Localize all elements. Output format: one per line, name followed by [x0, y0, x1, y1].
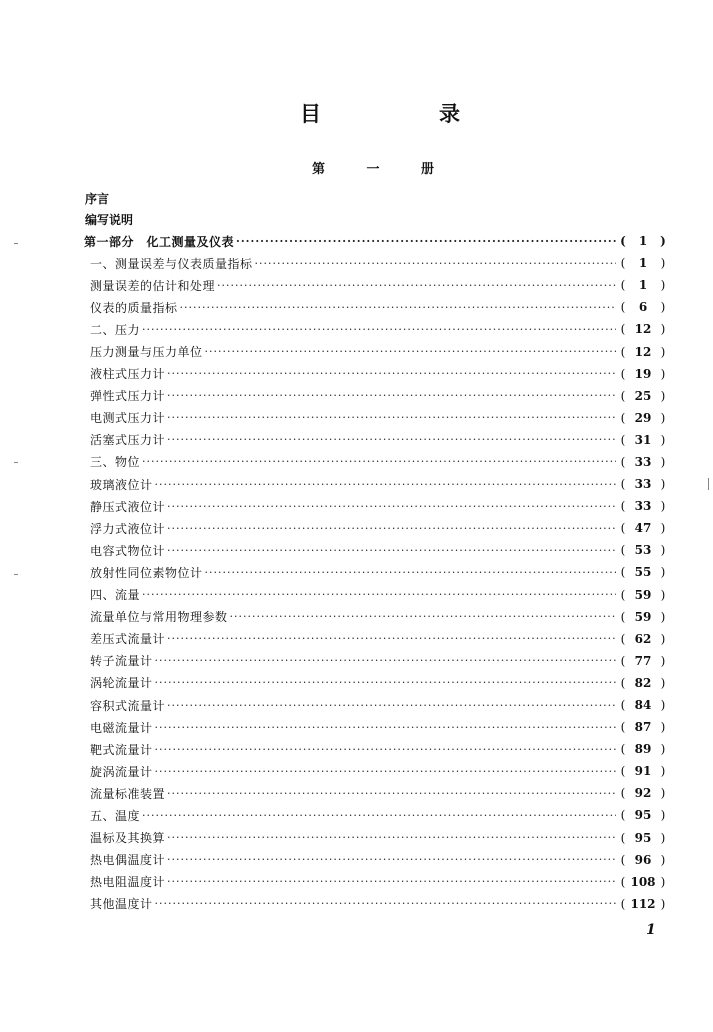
toc-paren-close: ): [660, 852, 666, 867]
toc-paren-open: (: [620, 477, 626, 492]
toc-paren-close: ): [660, 344, 666, 359]
toc-leader-dots: [155, 654, 616, 667]
toc-entry-label: 容积式流量计: [90, 698, 166, 713]
toc-entry: [84, 804, 668, 826]
toc-leader-dots: [217, 279, 616, 292]
toc-paren-open: (: [620, 234, 626, 249]
toc-entry: [84, 340, 668, 362]
toc-entry: [84, 517, 668, 539]
toc-paren-open: (: [620, 410, 626, 425]
toc-leader-dots: [255, 257, 616, 270]
toc-entry-label: 放射性同位素物位计: [90, 565, 203, 580]
toc-leader-dots: [205, 566, 616, 579]
volume-char-2: 一: [366, 162, 380, 177]
toc-entry-label: 四、流量: [90, 588, 141, 603]
toc-paren-open: (: [620, 300, 626, 315]
toc-entry: [84, 650, 668, 672]
toc-entry-page: 112: [630, 896, 656, 911]
toc-leader-dots: [167, 389, 616, 402]
volume-heading: [312, 158, 434, 177]
toc-paren-close: ): [660, 675, 666, 690]
toc-entry: [84, 827, 668, 849]
toc-paren-close: ): [660, 432, 666, 447]
toc-entry-page: 87: [634, 720, 652, 735]
toc-entry: [84, 893, 668, 915]
scan-mark: [708, 478, 709, 490]
toc-entry-label: 测量误差的估计和处理: [90, 278, 216, 293]
toc-entry-label: 压力测量与压力单位: [90, 345, 203, 360]
toc-entry-label: 温标及其换算: [90, 831, 166, 846]
toc-paren-close: ): [660, 698, 666, 713]
toc-entry-label: 静压式液位计: [90, 499, 166, 514]
toc-entry-page: 33: [634, 454, 652, 469]
toc-paren-open: (: [620, 874, 626, 889]
toc-leader-dots: [167, 544, 616, 557]
toc-paren-open: (: [620, 278, 626, 293]
toc-paren-open: (: [620, 675, 626, 690]
toc-leader-dots: [180, 301, 616, 314]
toc-entry: [84, 716, 668, 738]
toc-paren-open: (: [620, 587, 626, 602]
toc-paren-close: ): [660, 830, 666, 845]
toc-entry: [84, 628, 668, 650]
volume-char-3: 册: [420, 162, 434, 177]
scan-mark: [14, 243, 18, 244]
toc-paren-open: (: [620, 764, 626, 779]
toc-entry-page: 59: [634, 609, 652, 624]
toc-entry-label: 转子流量计: [90, 654, 153, 669]
page-title: [300, 98, 460, 128]
toc-entry-label: 一、测量误差与仪表质量指标: [90, 256, 253, 271]
toc-leader-dots: [142, 588, 616, 601]
toc-entry-page: 95: [634, 808, 652, 823]
toc-paren-close: ): [660, 808, 666, 823]
toc-entry-label: 弹性式压力计: [90, 389, 166, 404]
toc-leader-dots: [167, 500, 616, 513]
toc-entry-page: 29: [634, 410, 652, 425]
toc-entry: [84, 230, 668, 252]
front-matter-preface: 序言: [85, 192, 110, 206]
toc-paren-close: ): [660, 653, 666, 668]
toc-entry-page: 12: [634, 344, 652, 359]
toc-paren-open: (: [620, 808, 626, 823]
scan-mark: [14, 462, 18, 463]
toc-entry-page: 89: [634, 742, 652, 757]
toc-entry-page: 108: [630, 874, 656, 889]
toc-paren-open: (: [620, 896, 626, 911]
toc-entry-label: 热电阻温度计: [90, 875, 166, 890]
toc-entry: [84, 274, 668, 296]
toc-paren-close: ): [660, 874, 666, 889]
toc-entry: [84, 694, 668, 716]
toc-paren-open: (: [620, 698, 626, 713]
toc-paren-open: (: [620, 388, 626, 403]
table-of-contents: [84, 230, 668, 915]
toc-paren-open: (: [620, 631, 626, 646]
toc-leader-dots: [167, 411, 616, 424]
toc-leader-dots: [155, 765, 616, 778]
toc-paren-close: ): [660, 454, 666, 469]
toc-entry: [84, 429, 668, 451]
toc-entry-label: 流量标准装置: [90, 786, 166, 801]
toc-leader-dots: [142, 809, 616, 822]
toc-leader-dots: [167, 433, 616, 446]
toc-paren-open: (: [620, 786, 626, 801]
toc-paren-open: (: [620, 521, 626, 536]
toc-entry-label: 液柱式压力计: [90, 367, 166, 382]
toc-entry-label: 靶式流量计: [90, 742, 153, 757]
toc-entry-label: 浮力式液位计: [90, 521, 166, 536]
toc-paren-close: ): [660, 565, 666, 580]
toc-entry-label: 玻璃液位计: [90, 477, 153, 492]
toc-paren-close: ): [660, 256, 666, 271]
toc-entry: [84, 561, 668, 583]
toc-paren-close: ): [660, 786, 666, 801]
toc-entry-label: 电磁流量计: [90, 720, 153, 735]
toc-leader-dots: [155, 721, 616, 734]
toc-entry-page: 12: [634, 322, 652, 337]
toc-paren-close: ): [660, 499, 666, 514]
toc-paren-open: (: [620, 852, 626, 867]
toc-leader-dots: [155, 676, 616, 689]
toc-entry: [84, 252, 668, 274]
toc-paren-close: ): [660, 322, 666, 337]
toc-entry-page: 25: [634, 388, 652, 403]
toc-entry-label: 二、压力: [90, 322, 141, 337]
toc-paren-close: ): [660, 300, 666, 315]
toc-leader-dots: [167, 699, 616, 712]
toc-paren-close: ): [660, 587, 666, 602]
toc-entry-page: 82: [634, 675, 652, 690]
toc-leader-dots: [142, 455, 616, 468]
toc-entry-page: 1: [638, 234, 648, 249]
toc-leader-dots: [167, 367, 616, 380]
toc-paren-close: ): [660, 278, 666, 293]
toc-entry: [84, 473, 668, 495]
toc-entry-page: 1: [638, 278, 648, 293]
toc-entry-page: 77: [634, 653, 652, 668]
toc-leader-dots: [167, 522, 616, 535]
toc-paren-close: ): [660, 720, 666, 735]
toc-entry: [84, 606, 668, 628]
toc-paren-open: (: [620, 720, 626, 735]
toc-leader-dots: [205, 345, 616, 358]
toc-entry: [84, 539, 668, 561]
toc-leader-dots: [155, 478, 616, 491]
toc-entry-page: 62: [634, 631, 652, 646]
toc-entry-page: 84: [634, 698, 652, 713]
toc-paren-close: ): [660, 388, 666, 403]
toc-entry: [84, 451, 668, 473]
toc-leader-dots: [155, 743, 616, 756]
toc-paren-close: ): [660, 543, 666, 558]
toc-entry-label: 热电偶温度计: [90, 853, 166, 868]
toc-entry: [84, 760, 668, 782]
toc-entry-label: 差压式流量计: [90, 632, 166, 647]
title-char-2: 录: [439, 101, 460, 126]
toc-paren-open: (: [620, 499, 626, 514]
toc-entry-page: 95: [634, 830, 652, 845]
toc-entry-label: 涡轮流量计: [90, 676, 153, 691]
toc-entry: [84, 584, 668, 606]
toc-paren-open: (: [620, 256, 626, 271]
toc-entry-page: 33: [634, 477, 652, 492]
toc-entry-label: 第一部分 化工测量及仪表: [84, 234, 235, 249]
toc-entry: [84, 296, 668, 318]
toc-entry-label: 活塞式压力计: [90, 433, 166, 448]
toc-entry-label: 旋涡流量计: [90, 764, 153, 779]
toc-entry-label: 三、物位: [90, 455, 141, 470]
toc-leader-dots: [167, 831, 616, 844]
toc-paren-close: ): [660, 521, 666, 536]
toc-paren-close: ): [660, 631, 666, 646]
toc-paren-open: (: [620, 366, 626, 381]
toc-leader-dots: [167, 853, 616, 866]
toc-entry: [84, 495, 668, 517]
toc-entry-page: 96: [634, 852, 652, 867]
toc-entry: [84, 849, 668, 871]
scan-mark: [14, 574, 18, 575]
toc-entry-page: 33: [634, 499, 652, 514]
toc-entry: [84, 363, 668, 385]
toc-leader-dots: [230, 610, 616, 623]
toc-entry-page: 19: [634, 366, 652, 381]
toc-paren-open: (: [620, 543, 626, 558]
toc-entry-page: 55: [634, 565, 652, 580]
toc-paren-close: ): [660, 764, 666, 779]
toc-paren-close: ): [660, 896, 666, 911]
toc-paren-close: ): [660, 366, 666, 381]
toc-paren-close: ): [660, 609, 666, 624]
toc-paren-close: ): [660, 234, 666, 249]
front-matter-notes: 编写说明: [85, 213, 134, 227]
toc-paren-open: (: [620, 432, 626, 447]
toc-paren-close: ): [660, 410, 666, 425]
toc-paren-close: ): [660, 477, 666, 492]
toc-entry: [84, 871, 668, 893]
toc-entry-label: 五、温度: [90, 808, 141, 823]
toc-entry-page: 92: [634, 786, 652, 801]
toc-entry-label: 其他温度计: [90, 897, 153, 912]
toc-entry-page: 91: [634, 764, 652, 779]
toc-leader-dots: [167, 632, 616, 645]
volume-char-1: 第: [312, 162, 326, 177]
toc-leader-dots: [155, 897, 616, 910]
toc-entry: [84, 782, 668, 804]
page-number: 1: [646, 922, 656, 938]
toc-entry-label: 电测式压力计: [90, 411, 166, 426]
toc-entry-page: 53: [634, 543, 652, 558]
toc-paren-open: (: [620, 565, 626, 580]
toc-entry-label: 仪表的质量指标: [90, 300, 178, 315]
toc-paren-open: (: [620, 454, 626, 469]
toc-paren-open: (: [620, 653, 626, 668]
toc-entry: [84, 672, 668, 694]
title-char-1: 目: [300, 101, 321, 126]
toc-entry: [84, 407, 668, 429]
toc-paren-open: (: [620, 609, 626, 624]
toc-paren-close: ): [660, 742, 666, 757]
toc-leader-dots: [167, 875, 616, 888]
toc-entry-page: 31: [634, 432, 652, 447]
toc-entry-label: 电容式物位计: [90, 543, 166, 558]
toc-entry: [84, 738, 668, 760]
toc-entry: [84, 385, 668, 407]
toc-paren-open: (: [620, 742, 626, 757]
toc-leader-dots: [142, 323, 616, 336]
toc-paren-open: (: [620, 322, 626, 337]
toc-entry-label: 流量单位与常用物理参数: [90, 610, 228, 625]
toc-entry-page: 6: [638, 300, 648, 315]
toc-entry-page: 59: [634, 587, 652, 602]
toc-leader-dots: [167, 787, 616, 800]
toc-entry: [84, 318, 668, 340]
toc-paren-open: (: [620, 344, 626, 359]
toc-leader-dots: [236, 235, 616, 248]
toc-entry-page: 47: [634, 521, 652, 536]
toc-entry-page: 1: [638, 256, 648, 271]
toc-paren-open: (: [620, 830, 626, 845]
